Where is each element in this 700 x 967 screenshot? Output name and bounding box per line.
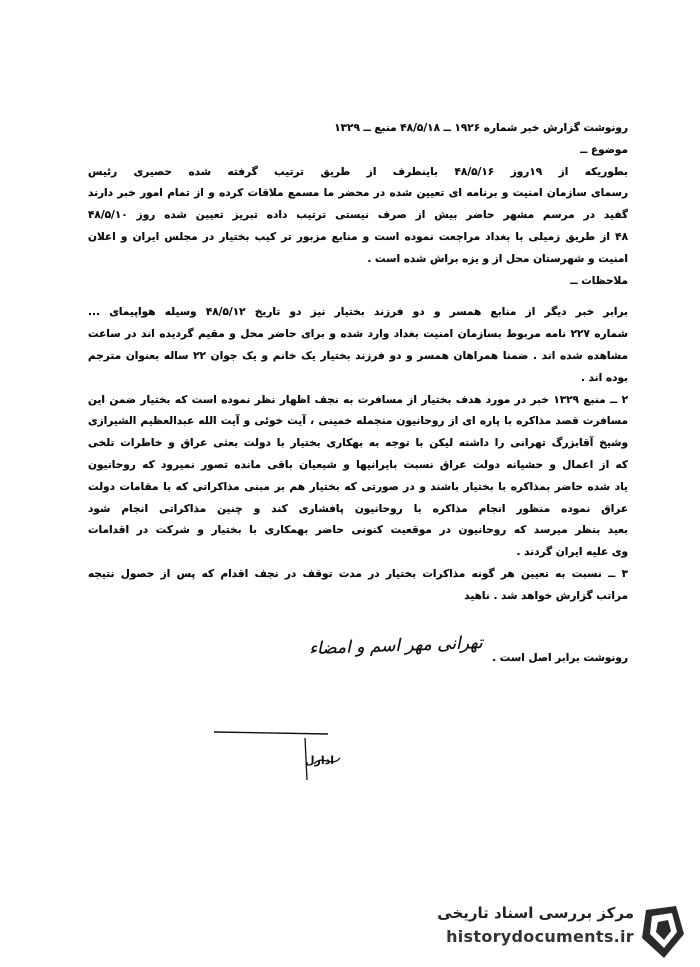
body-line: امنیت و شهرستان محل از و یزه براش شده است .	[367, 252, 628, 265]
signature-block	[88, 632, 628, 676]
paragraph-2-line: وی علیه ایران گردند .	[516, 546, 628, 559]
paragraph-2-line: که از اعمال و حشیانه دولت عراق نسبت بایرانیها و شیعیان باقی مانده تصور نمیرود که روحانیون	[88, 458, 628, 471]
remarks-line: برابر خبر دیگر از منابع همسر و دو فرزند بختیار نیز دو تاریخ ۴۸/۵/۱۲ وسیله هواپیمای ...	[88, 306, 628, 319]
paragraph-2-line: وشیخ آقابزرگ تهرانی را داشته لیکن با توجه به بهکاری بختیار با دولت بعثی عراق و خاطرات تلخی	[88, 437, 628, 450]
signature-sub-label: ادارل	[305, 754, 335, 767]
body-line: رسمای سازمان امنیت و برنامه ای تعیین شده در محضر ما مسمع ملاقات کرده و از تمام امور خبر دارند	[88, 187, 628, 200]
paragraph-2-line: عراق نموده منظور انجام مذاکره با روحانیون پافشاری کند و چنین مذاکراتی انجام شود	[88, 502, 628, 515]
paragraph-2-line: یاد شده حاضر بمذاکره با بختیار باشند و در صورتی که بختیار هم بر مبنی مذاکراتی که با مقامات دولت	[88, 480, 628, 493]
remarks-line: مشاهده شده اند . ضمنا همراهان همسر و دو فرزند بختیار یک خانم و یک جوان ۲۲ ساله بعنوان مترجم	[88, 349, 628, 362]
document-heading: رونوشت گزارش خبر شماره ۱۹۲۶ ــ ۴۸/۵/۱۸ منبع ــ ۱۳۲۹	[334, 122, 628, 134]
signature-underline-stroke	[210, 724, 370, 784]
paragraph-2-line: ۲ ــ منبع ۱۳۲۹ خبر در مورد هدف بختیار از مسافرت به نجف اظهار نظر نموده است که بختیار ضمن این	[88, 393, 628, 406]
archive-emblem-icon	[638, 904, 688, 960]
remarks-line: بوده اند .	[580, 371, 628, 384]
body-line: ۴۸ از طریق زمیلی با بغداد مراجعت نموده است و منابع مزبور تر کیب بختیار در مجلس ایران و اعلان	[88, 230, 628, 243]
body-line: گفید در مرسم مشهر حاضر بیش از صرف نیستی ترتیب داده تبریز تعیین شده روز ۴۸/۵/۱۰	[88, 209, 628, 222]
document-body	[88, 118, 628, 676]
remarks-line: شماره ۲۲۷ نامه مربوط بسازمان امنیت بغداد وارد شده و برای حاضر محل و مقیم گردیده اند در ساعت	[88, 328, 628, 341]
paragraph-2-line: مسافرت قصد مذاکره با پاره ای از روحانیون منجمله خمینی ، آیت خوئی و آیت الله عبدالعظیم الشیرازی	[88, 415, 628, 428]
body-line: بطوریکه از ۱۹روز ۴۸/۵/۱۶ باینطرف از طریق ترتیب گرفته شده حصیری رئیس	[88, 165, 628, 178]
archive-url: historydocuments.ir	[446, 927, 634, 946]
handwritten-signature: تهرانی مهر اسم و امضاء	[308, 632, 484, 659]
archive-title: مرکز بررسی اسناد تاریخی	[437, 904, 634, 922]
certified-copy-label: رونوشت برابر اصل است .	[492, 651, 628, 664]
remarks-label: ملاحظات ــ	[570, 274, 628, 287]
paragraph-3-line: مراتب گزارش خواهد شد . ناهید	[464, 589, 628, 602]
paragraph-3-line: ۳ ــ نسبت به تعیین هر گونه مذاکرات بختیار در مدت توقف در نجف اقدام که پس از حصول نتیجه	[88, 567, 628, 580]
paragraph-2-line: بعید بنظر میرسد که روحانیون در موقعیت کنونی حاضر بهمکاری با بختیار و شرکت در اقدامات	[88, 524, 628, 537]
subject-label: موضوع ــ	[580, 143, 628, 156]
